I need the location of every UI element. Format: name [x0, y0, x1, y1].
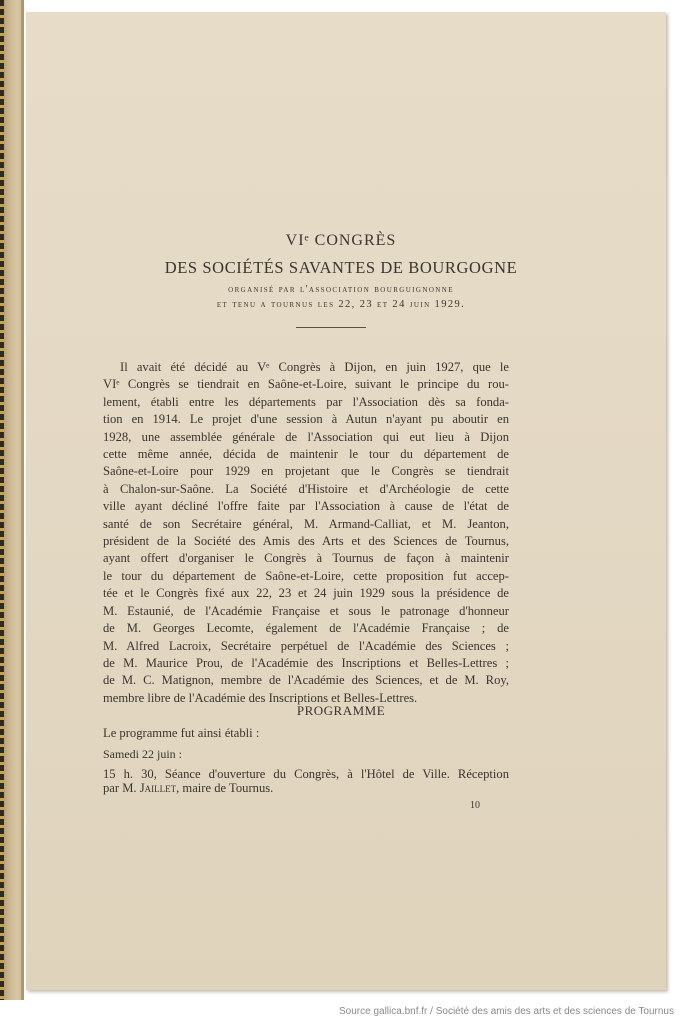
- title-rule: [296, 327, 366, 328]
- page-number: 10: [470, 800, 480, 811]
- mayor-name: Jaillet: [139, 781, 177, 795]
- body-line: 1928, une assemblée générale de l'Association qui eut lieu à Dijon: [103, 429, 509, 444]
- body-paragraph: [103, 359, 509, 707]
- body-line: M. Alfred Lacroix, Secrétaire perpétuel de l'Académie des Sciences ;: [103, 638, 509, 653]
- body-line: membre libre de l'Académie des Inscriptions et Belles-Lettres.: [103, 690, 418, 705]
- programme-day: Samedi 22 juin :: [103, 747, 182, 761]
- body-line: tée et le Congrès fixé aux 22, 23 et 24 juin 1929 sous la présidence de: [103, 586, 509, 601]
- body-line: Il avait été décidé au Vᵉ Congrès à Dijon, en juin 1927, que le: [120, 360, 509, 374]
- body-line: de M. C. Matignon, membre de l'Académie des Sciences, et de M. Roy,: [103, 673, 509, 688]
- source-credit: Source gallica.bnf.fr / Société des amis des arts et des sciences de Tournus: [339, 1006, 674, 1017]
- congress-subtitle: DES SOCIÉTÉS SAVANTES DE BOURGOGNE: [164, 258, 518, 277]
- body-line: président de la Société des Amis des Arts et des Sciences de Tournus,: [103, 534, 509, 549]
- binding-stripe: [0, 0, 4, 1000]
- programme-intro: Le programme fut ainsi établi :: [103, 726, 260, 740]
- programme-item-prefix: par M.: [103, 781, 140, 795]
- body-line: lement, établi entre les départements par l'Association dès sa fonda-: [103, 394, 509, 409]
- body-line: M. Estaunié, de l'Académie Française et sous le patronage d'honneur: [103, 603, 509, 618]
- body-line: VIᵉ Congrès se tiendrait en Saône-et-Loire, suivant le principe du rou-: [103, 377, 509, 392]
- body-line: le tour du département de Saône-et-Loire, cette proposition fut accep-: [103, 568, 509, 583]
- body-line: santé de son Secrétaire général, M. Armand-Calliat, et M. Jeanton,: [103, 516, 509, 531]
- organizer-line: organisé par l'association bourguignonne: [228, 284, 454, 295]
- body-line: cette même année, décida de maintenir le tour du département de: [103, 447, 509, 462]
- programme-item-suffix: , maire de Tournus.: [176, 781, 274, 795]
- programme-heading: PROGRAMME: [296, 703, 386, 718]
- body-line: tion en 1914. Le projet d'une session à Autun n'ayant pu aboutir en: [103, 412, 509, 427]
- body-line: ayant offert d'organiser le Congrès à Tournus de façon à maintenir: [103, 551, 509, 566]
- body-line: de M. Maurice Prou, de l'Académie des Inscriptions et Belles-Lettres ;: [103, 655, 509, 670]
- body-line: ville ayant décliné l'offre faite par l'Association à cause de l'état de: [103, 499, 509, 514]
- body-line: de M. Georges Lecomte, également de l'Académie Française ; de: [103, 621, 509, 636]
- programme-item-line: [103, 781, 273, 796]
- body-line: à Chalon-sur-Saône. La Société d'Histoire et d'Archéologie de cette: [103, 481, 509, 496]
- congress-title: VIᵉ CONGRÈS: [285, 232, 397, 249]
- programme-item-line: 15 h. 30, Séance d'ouverture du Congrès, à l'Hôtel de Ville. Réception: [103, 767, 509, 781]
- venue-date-line: et tenu a tournus les 22, 23 et 24 juin 1929.: [216, 299, 466, 310]
- body-line: Saône-et-Loire pour 1929 en projetant que le Congrès se tiendrait: [103, 464, 509, 479]
